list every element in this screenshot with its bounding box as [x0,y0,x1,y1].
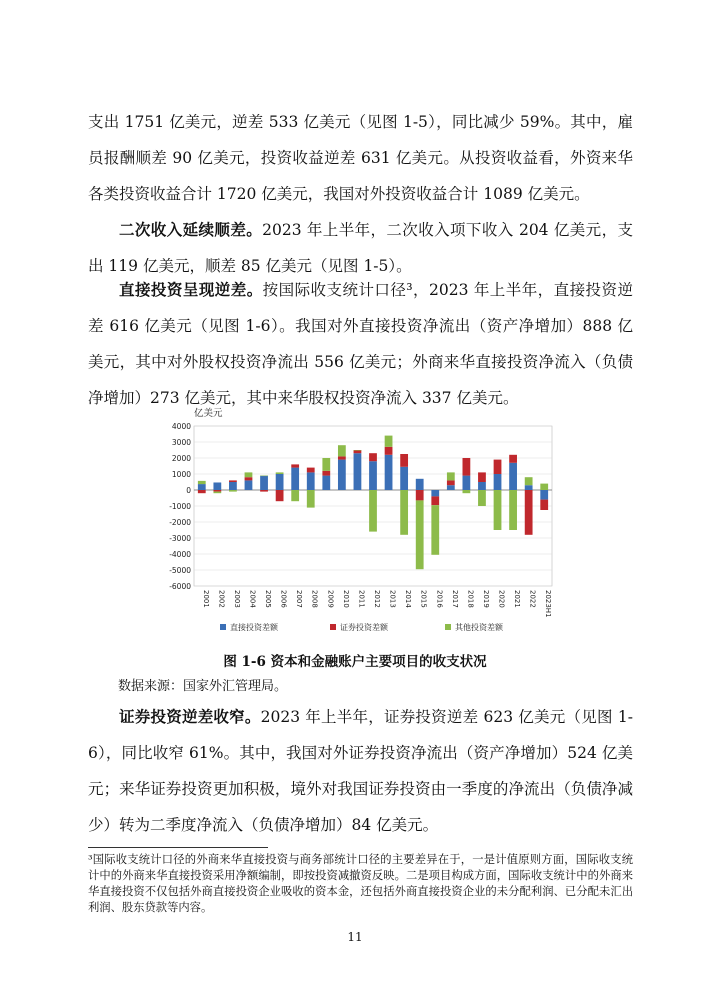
legend-swatch [330,624,336,630]
bar-segment [447,472,455,480]
bar-segment [416,500,424,569]
bar-segment [338,460,346,490]
bar-segment [260,476,268,490]
bar-segment [385,447,393,455]
x-tick-label: 2002 [217,590,226,608]
paragraph-income [88,104,633,212]
bar-segment [494,474,502,490]
bar-segment [509,463,517,490]
legend-swatch [445,624,451,630]
bar-segment [354,453,362,490]
bar-segment [276,472,284,474]
x-tick-label: 2010 [341,590,350,608]
y-tick-label: -2000 [169,518,191,527]
y-tick-label: -3000 [169,534,191,543]
bar-segment [540,490,548,500]
paragraph-text: 2023 年上半年，证券投资逆差 623 亿美元（见图 1-6），同比收窄 61%。其中，我国对外证券投资净流出（资产净增加）524 亿美元；来华证券投资更加积极，境外对我国证券投资由一季度的净流出（负债净减少）转为二季度净流入（负债净增加）84 亿美元。 [88,708,633,834]
x-tick-label: 2009 [326,590,335,608]
x-tick-label: 2001 [201,590,210,608]
paragraph-text: 支出 1751 亿美元，逆差 533 亿美元（见图 1-5），同比减少 59%。其中，雇员报酬顺差 90 亿美元，投资收益逆差 631 亿美元。从投资收益看，外资来华各类投资收益合计 1720 亿美元，我国对外投资收益合计 1089 亿美元。 [88,113,633,203]
y-tick-label: 2000 [171,454,191,463]
page-number: 11 [347,930,363,944]
bar-segment [338,445,346,456]
bar-segment [198,484,206,490]
bar-segment [447,485,455,490]
x-tick-label: 2017 [450,590,459,608]
bar-segment [463,458,471,476]
paragraph-heading: 直接投资呈现逆差。 [119,280,263,299]
bar-segment [198,481,206,484]
bar-segment [229,480,237,482]
bar-segment [213,492,221,494]
x-tick-label: 2019 [481,590,490,608]
paragraph-text: 按国际收支统计口径³，2023 年上半年，直接投资逆差 616 亿美元（见图 1-6）。我国对外直接投资净流出（资产净增加）888 亿美元，其中对外股权投资净流出 556 亿美元；外商来华直接投资净流入（负债净增加）273 亿美元，其中来华股权投资净流入 337 亿美元。 [88,281,633,407]
y-tick-label: 0 [186,486,191,495]
bar-segment [400,490,408,535]
y-tick-label: -4000 [169,550,191,559]
y-tick-label: 3000 [171,438,191,447]
x-tick-label: 2023H1 [544,590,553,618]
bar-segment [322,458,330,471]
x-tick-label: 2012 [373,590,381,608]
bar-segment [322,476,330,490]
bar-segment [245,480,253,490]
y-tick-label: -1000 [169,502,191,511]
bar-segment [307,490,315,508]
paragraph-heading: 证券投资逆差收窄。 [119,707,261,726]
bar-segment [431,496,439,505]
bar-segment [509,490,517,530]
x-tick-label: 2020 [497,590,506,608]
x-tick-label: 2006 [279,590,288,608]
bar-segment [276,474,284,490]
x-tick-label: 2008 [310,590,319,608]
bar-segment [431,490,439,496]
bar-segment [416,490,424,500]
x-tick-label: 2014 [404,590,413,608]
bar-segment [369,461,377,490]
bar-segment [260,476,268,477]
y-tick-label: -6000 [169,582,191,591]
figure-source: 数据来源：国家外汇管理局。 [118,679,288,694]
bar-segment [354,450,362,451]
bar-segment [245,477,253,480]
bar-segment [525,490,533,535]
bar-segment [229,490,237,492]
bar-segment [478,482,486,490]
legend-label: 其他投资差额 [455,623,503,632]
y-tick-label: 4000 [171,422,191,431]
bar-segment [525,477,533,485]
x-tick-label: 2007 [295,590,304,608]
y-tick-label: 1000 [171,470,191,479]
chart-legend [220,622,504,632]
bar-segment [276,490,284,501]
bar-segment [463,476,471,490]
paragraph-securities [88,699,633,843]
bar-segment [400,454,408,467]
bar-segment [494,460,502,474]
bar-segment [322,471,330,476]
bar-segment [213,482,221,490]
bar-segment [478,472,486,482]
bar-segment [338,456,346,459]
bar-segment [385,436,393,447]
chart-unit-label: 亿美元 [194,408,223,419]
bar-segment [291,468,299,490]
bar-segment [307,472,315,490]
bar-segment [416,479,424,490]
x-tick-label: 2015 [419,590,428,608]
x-tick-label: 2016 [435,590,444,608]
legend-swatch [220,624,226,630]
bar-segment [198,490,206,493]
y-tick-label: -5000 [169,566,191,575]
bar-segment [213,490,221,492]
bar-segment [525,485,533,490]
bar-segment [540,500,548,510]
bar-segment [369,453,377,461]
bar-segment [400,467,408,490]
bar-segment [540,484,548,490]
x-tick-label: 2022 [528,590,537,608]
bar-segment [463,490,471,493]
x-tick-label: 2013 [388,590,397,608]
bar-segment [291,464,299,467]
figure-caption: 图 1-6 资本和金融账户主要项目的收支状况 [223,654,487,670]
chart-figure [150,398,560,646]
x-tick-label: 2005 [264,590,273,608]
paragraph-direct-investment [88,272,633,416]
chart-svg [150,398,560,646]
chart-bars [198,436,548,570]
bar-segment [307,468,315,473]
bar-segment [385,455,393,490]
bar-segment [478,490,486,506]
bar-segment [431,505,439,555]
bar-segment [245,472,253,477]
bar-segment [494,490,502,530]
bar-segment [447,480,455,485]
legend-label: 证券投资差额 [340,623,388,632]
bar-segment [291,490,299,501]
footnote: ³国际收支统计口径的外商来华直接投资与商务部统计口径的主要差异在于，一是计值原则方面，国际收支统计中的外商来华直接投资采用净额编制，即按投资减撤资反映。二是项目构成方面，国际收支统计中的外商来华直接投资不仅包括外商直接投资企业吸收的资本金，还包括外商直接投资企业的未分配利润、已分配未汇出利润、股东贷款等内容。 [88,853,633,914]
bar-segment [509,455,517,463]
bar-segment [229,482,237,490]
paragraph-text: 2023 年上半年，二次收入项下收入 204 亿美元，支出 119 亿美元，顺差 85 亿美元（见图 1-5）。 [88,221,633,275]
x-tick-label: 2004 [248,590,257,608]
x-tick-label: 2003 [232,590,241,608]
legend-label: 直接投资差额 [230,623,278,632]
footnote-divider [88,847,268,848]
paragraph-heading: 二次收入延续顺差。 [119,220,263,239]
bar-segment [369,490,377,532]
x-tick-label: 2021 [513,590,522,608]
x-tick-label: 2011 [357,590,366,608]
bar-segment [260,490,268,492]
x-tick-label: 2018 [466,590,475,608]
